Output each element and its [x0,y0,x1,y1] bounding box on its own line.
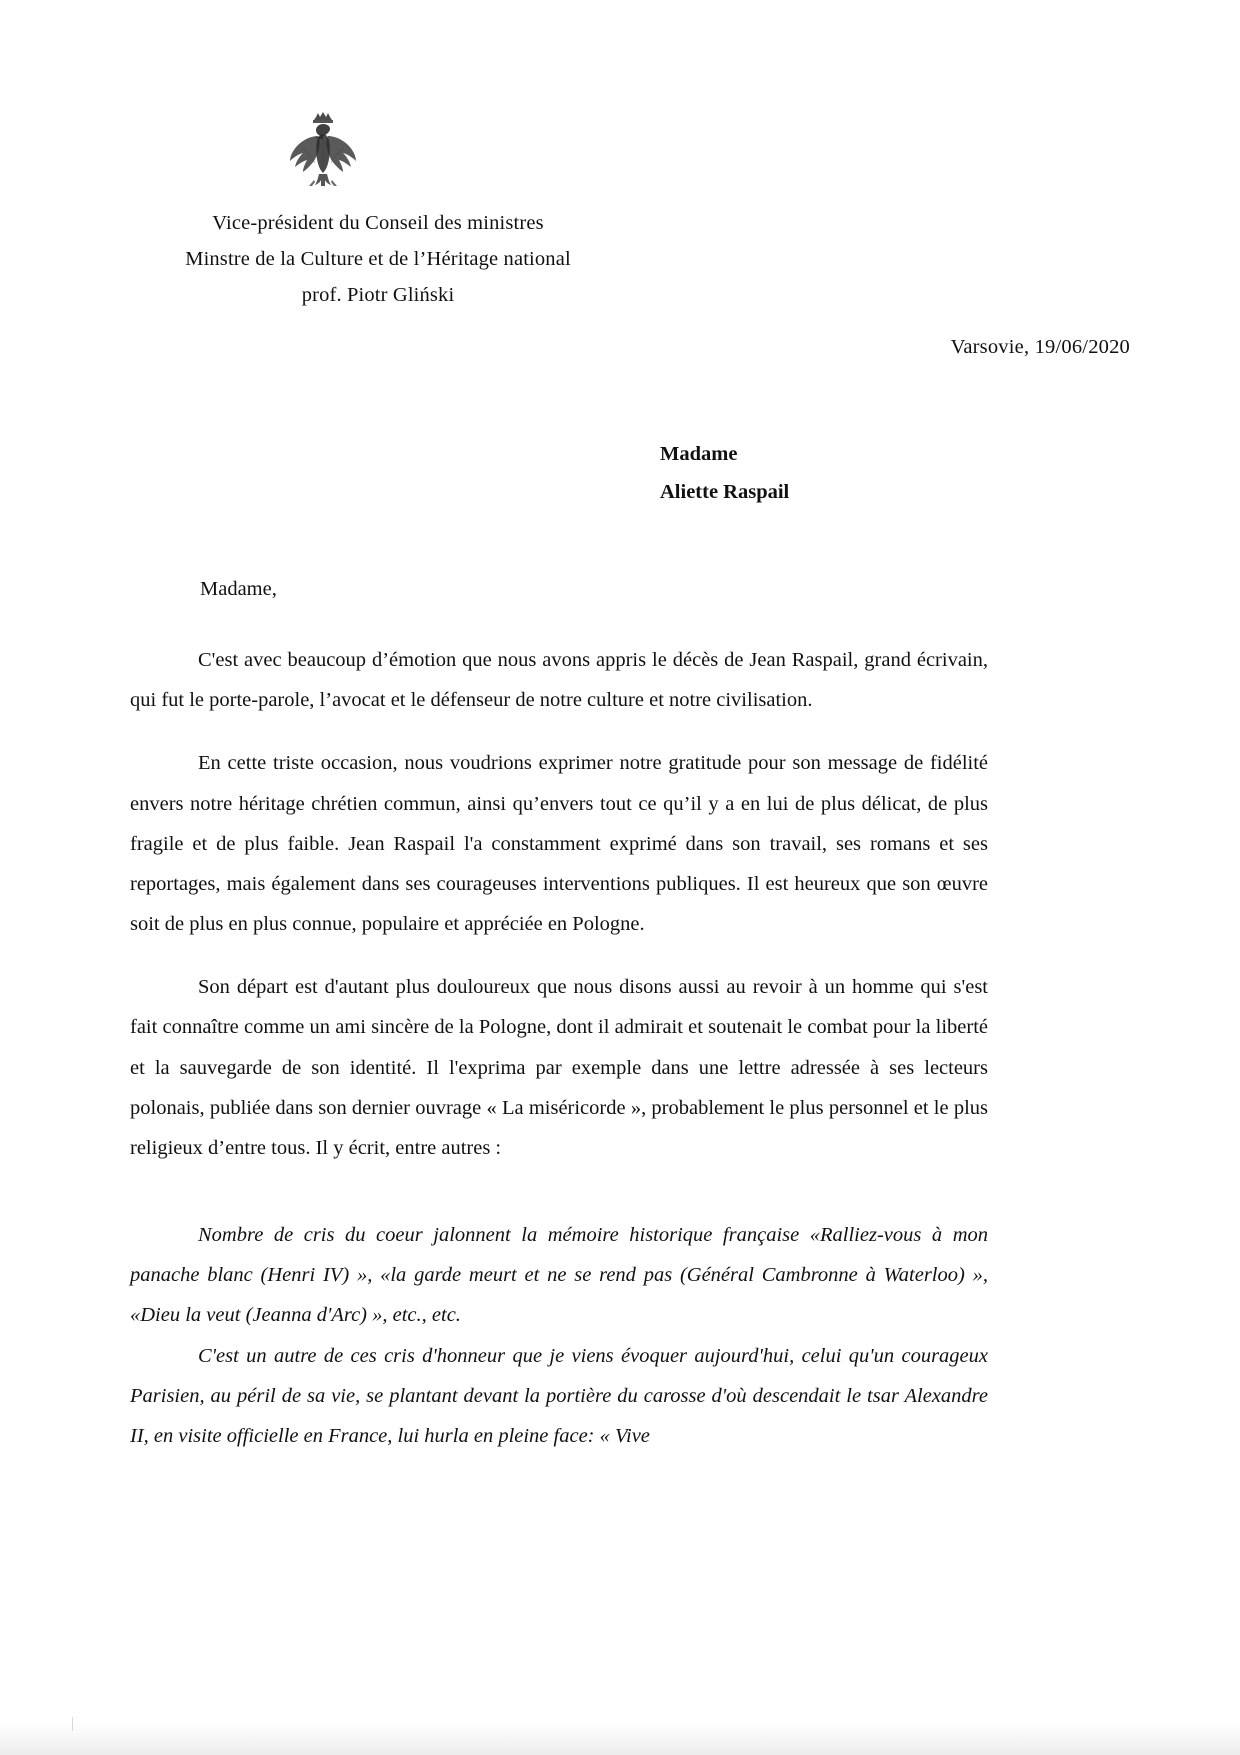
addressee-block [660,436,789,512]
quote-paragraph-2: C'est un autre de ces cris d'honneur que je viens évoquer aujourd'hui, celui qu'un courageux Parisien, au péril de sa vie, se plantant devant la portière du carosse d'où descendait le tsar Alexandre II, en visite officielle en France, lui hurla en pleine face: « Vive [130,1344,988,1447]
scan-edge-mark [72,1717,73,1731]
salutation: Madame, [200,578,277,600]
sender-header [118,206,638,314]
polish-eagle-crest-icon [278,108,368,196]
sender-title-line-1: Vice-président du Conseil des ministres [212,212,544,234]
sender-title-line-2: Minstre de la Culture et de l’Héritage national [185,247,571,270]
scan-bottom-edge [0,1721,1240,1755]
addressee-name: Aliette Raspail [660,480,790,503]
addressee-title: Madame [660,443,738,465]
letter-body [130,640,988,1456]
quote-spacer [130,1191,988,1215]
paragraph-3: Son départ est d'autant plus douloureux que nous disons aussi au revoir à un homme qui s'est fait connaître comme un ami sincère de la Pologne, dont il admirait et soutenait le combat pour la liberté et la sauvegarde de son identité. Il l'exprima par exemple dans une lettre adressée à ses lecteurs polonais, publiée dans son dernier ouvrage « La miséricorde », probablement le plus personnel et le plus religieux d’entre tous. Il y écrit, entre autres : [130,976,988,1159]
paragraph-2: En cette triste occasion, nous voudrions exprimer notre gratitude pour son message de fidélité envers notre héritage chrétien commun, ainsi qu’envers tout ce qu’il y a en lui de plus délicat, de plus fragile et de plus faible. Jean Raspail l'a constamment exprimé dans son travail, ses romans et ses reportages, mais également dans ses courageuses interventions publiques. Il est heureux que son œuvre soit de plus en plus connue, populaire et appréciée en Pologne. [130,752,988,936]
letter-date: Varsovie, 19/06/2020 [950,336,1130,358]
sender-name: prof. Piotr Gliński [301,283,455,306]
quote-paragraph-1: Nombre de cris du coeur jalonnent la mémoire historique française «Ralliez-vous à mon panache blanc (Henri IV) », «la garde meurt et ne se rend pas (Général Cambronne à Waterloo) », «Dieu la veut (Jeanna d'Arc) », etc., etc. [130,1224,988,1327]
paragraph-1: C'est avec beaucoup d’émotion que nous avons appris le décès de Jean Raspail, grand écrivain, qui fut le porte-parole, l’avocat et le défenseur de notre culture et notre civilisation. [130,649,988,712]
